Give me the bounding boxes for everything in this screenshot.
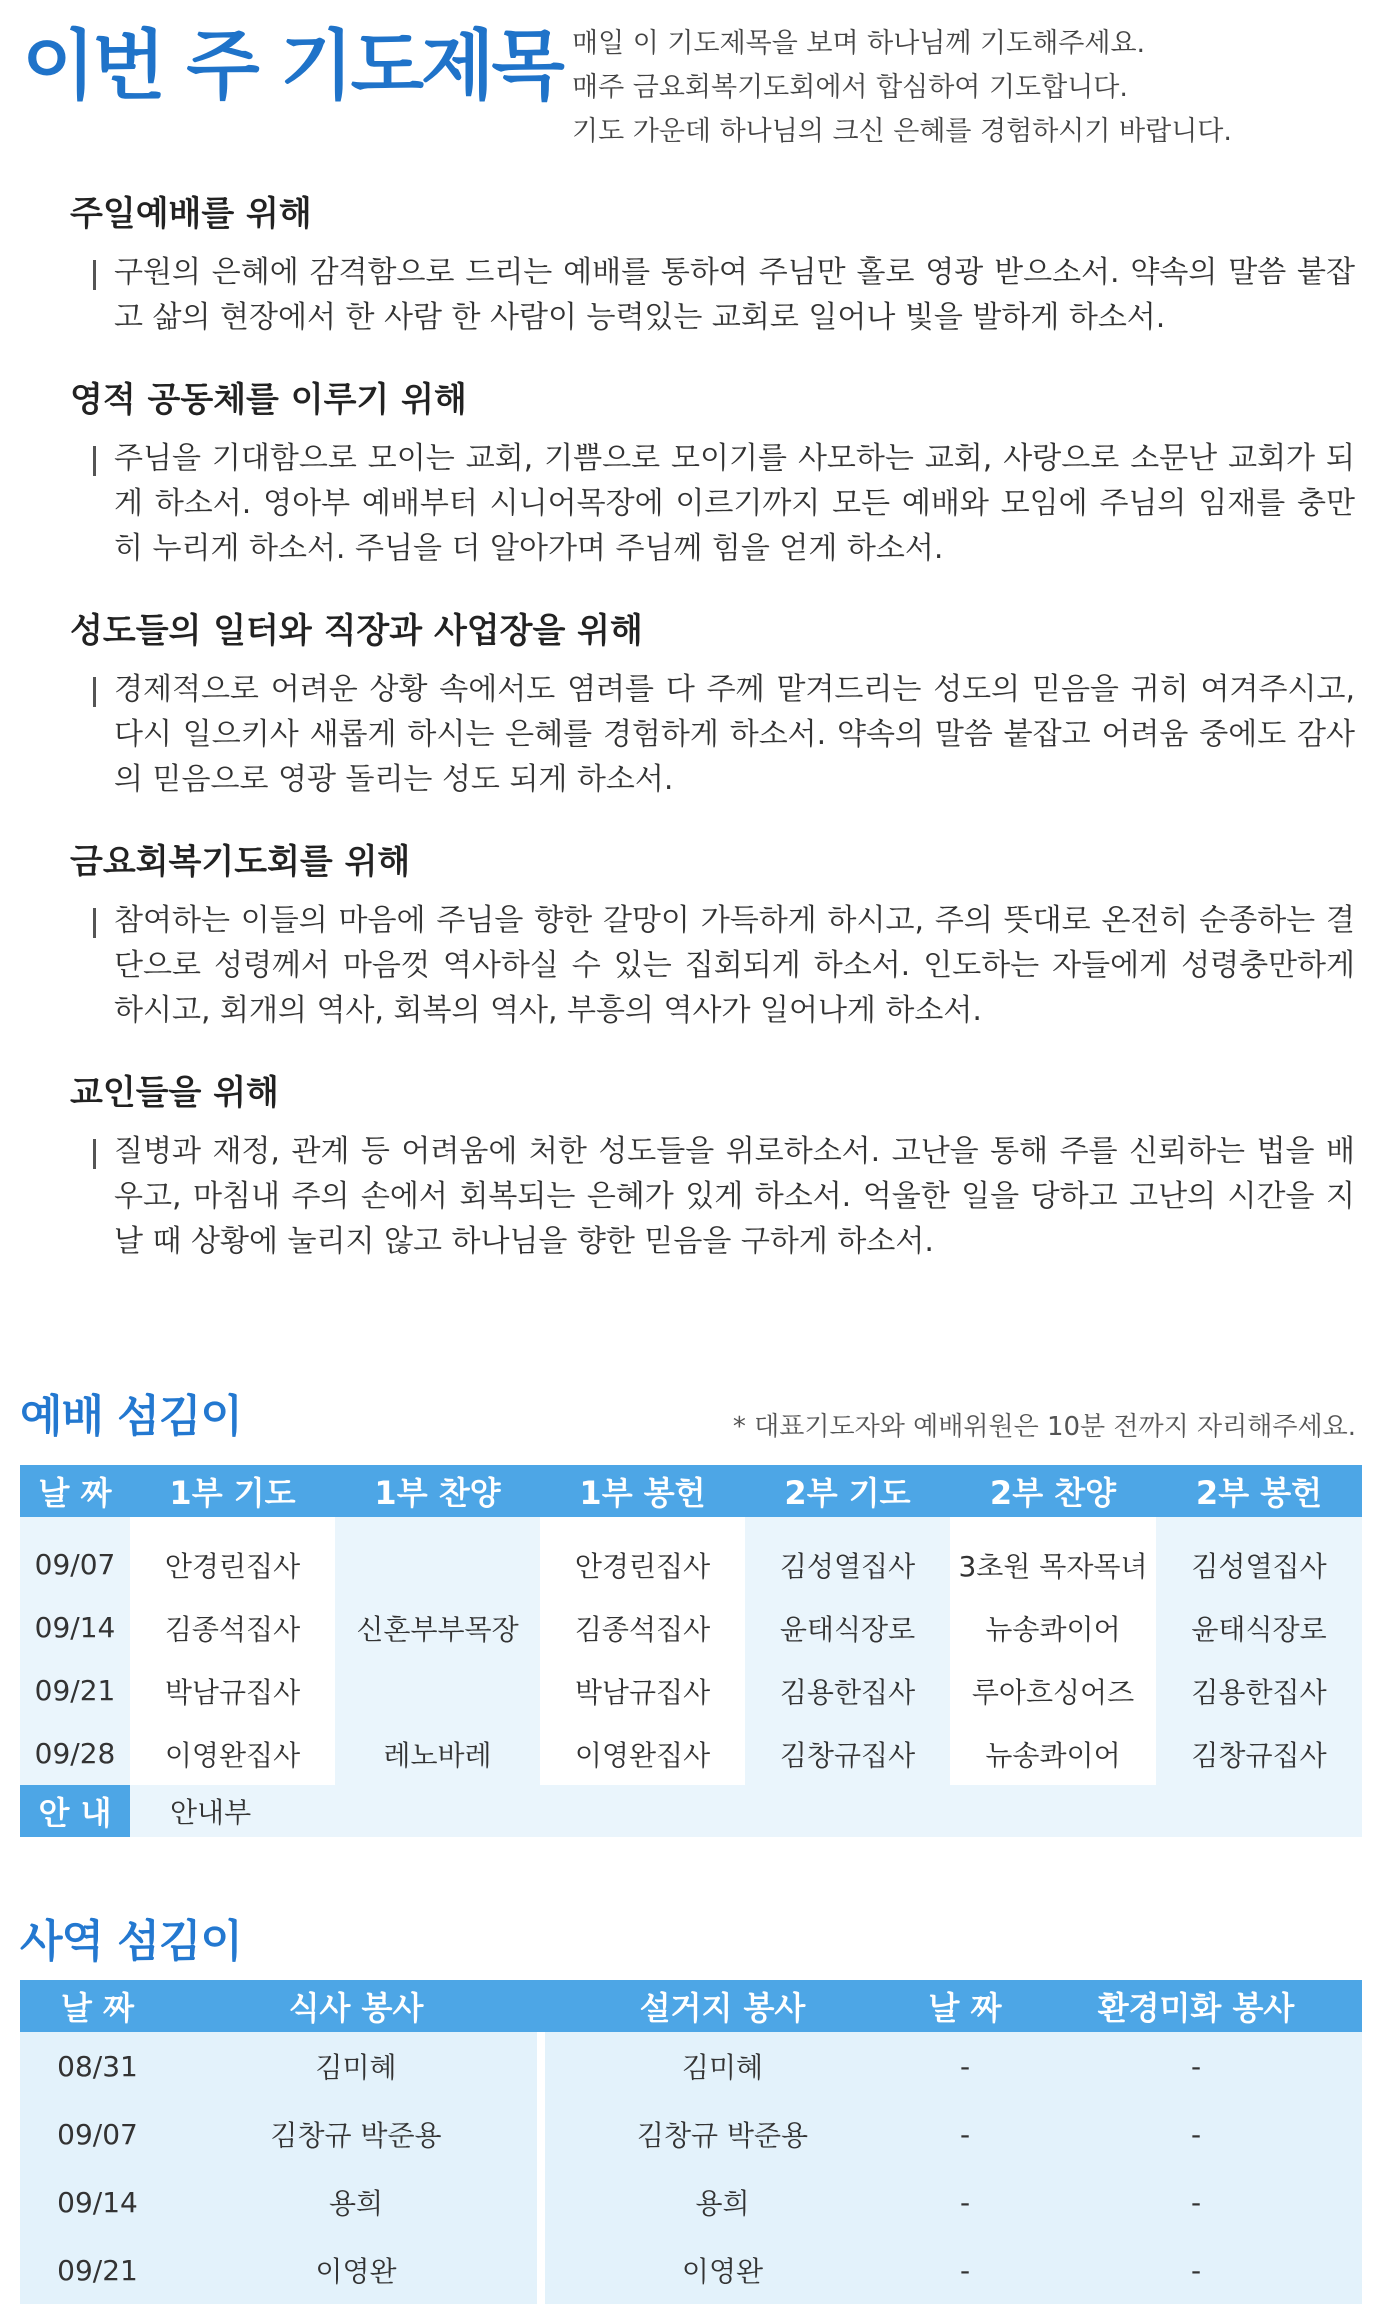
column-header: 2부 기도 [745,1465,950,1517]
table-header-row [20,1465,1362,1517]
column-header: 1부 찬양 [335,1465,540,1517]
prayer-item [70,607,1355,802]
column-divider [537,2100,545,2168]
table-cell: - [1030,2100,1362,2168]
table-cell: 이영완 [175,2236,537,2304]
table-cell: 3초원 목자목녀 [958,1549,1148,1583]
table-cell: 김종석집사 [574,1612,711,1646]
date-cell: 08/31 [20,2032,175,2100]
table-cell: - [1030,2168,1362,2236]
table-cell: 김창규 박준용 [175,2100,537,2168]
column-divider [537,1980,545,2032]
column-header: 1부 봉헌 [540,1465,745,1517]
table-cell: 윤태식장로 [745,1596,950,1659]
intro-line: 매주 금요회복기도회에서 합심하여 기도합니다. [572,72,1128,103]
column-divider [537,2168,545,2236]
worship-section-title: 예배 섬김이 [20,1391,242,1442]
date-cell: 09/07 [20,2100,175,2168]
usher-label: 안 내 [20,1785,130,1837]
prayer-title: 금요회복기도회를 위해 [70,842,411,882]
table-cell: 윤태식장로 [1156,1596,1362,1659]
table-cell: 김용한집사 [1156,1659,1362,1722]
header [22,18,1362,147]
table-cell: 김미혜 [175,2032,537,2100]
table-cell: 김성열집사 [745,1533,950,1596]
table-cell [335,1659,540,1722]
table-cell: - [1030,2032,1362,2100]
prayer-list [70,190,1355,1300]
spacer-row [20,1517,1362,1533]
table-cell: 신혼부부목장 [335,1596,540,1659]
page-title: 이번 주 기도제목 [22,21,562,110]
table-row [20,1722,1362,1785]
prayer-title: 교인들을 위해 [70,1073,279,1113]
prayer-item [70,376,1355,571]
prayer-title: 주일예배를 위해 [70,194,312,234]
table-cell: 이영완 [545,2236,900,2304]
worship-table [20,1465,1362,1837]
table-cell: 이영완집사 [164,1738,301,1772]
column-header: 식사 봉사 [175,1980,537,2032]
table-cell: 이영완집사 [574,1738,711,1772]
column-header: 날 짜 [20,1465,130,1517]
column-divider [537,2236,545,2304]
table-row [20,1659,1362,1722]
table-cell: 김미혜 [545,2032,900,2100]
table-cell: - [900,2168,1030,2236]
table-row [20,1596,1362,1659]
prayer-item [70,1069,1355,1264]
table-cell: 뉴송콰이어 [985,1738,1121,1772]
intro-line: 매일 이 기도제목을 보며 하나님께 기도해주세요. [572,28,1146,59]
table-cell: 박남규집사 [574,1675,711,1709]
table-cell: 안경린집사 [574,1549,711,1583]
prayer-item [70,838,1355,1033]
table-cell: 안경린집사 [164,1549,301,1583]
table-cell: 루아흐싱어즈 [971,1675,1135,1709]
prayer-item [70,190,1355,340]
date-cell: 09/14 [20,1596,130,1659]
table-cell: 김용한집사 [745,1659,950,1722]
table-cell: 용희 [175,2168,537,2236]
table-row [20,2236,1362,2304]
table-cell: 김성열집사 [1156,1533,1362,1596]
table-cell: 김창규집사 [745,1722,950,1785]
date-cell: 09/21 [20,1659,130,1722]
prayer-body: 질병과 재정, 관계 등 어려움에 처한 성도들을 위로하소서. 고난을 통해 주를 신뢰하는 법을 배우고, 마침내 주의 손에서 회복되는 은혜가 있게 하소서. 억울한 일을 당하고 고난의 시간을 지날 때 상황에 눌리지 않고 하나님을 향한 믿음을 구하게 하소서. [70,1129,1355,1264]
ministry-section-title: 사역 섬김이 [20,1916,242,1967]
column-header: 1부 기도 [130,1465,335,1517]
prayer-body: 주님을 기대함으로 모이는 교회, 기쁨으로 모이기를 사모하는 교회, 사랑으로 소문난 교회가 되게 하소서. 영아부 예배부터 시니어목장에 이르기까지 모든 예배와 모임에 주님의 임재를 충만히 누리게 하소서. 주님을 더 알아가며 주님께 힘을 얻게 하소서. [70,436,1355,571]
column-header: 2부 봉헌 [1156,1465,1362,1517]
worship-note: * 대표기도자와 예배위원은 10분 전까지 자리해주세요. [732,1412,1356,1442]
table-cell: 박남규집사 [164,1675,301,1709]
usher-row [20,1785,1362,1837]
intro-line: 기도 가운데 하나님의 크신 은혜를 경험하시기 바랍니다. [572,116,1232,147]
table-cell: - [1030,2236,1362,2304]
date-cell: 09/07 [20,1533,130,1596]
table-row [20,2032,1362,2100]
prayer-title: 영적 공동체를 이루기 위해 [70,380,467,420]
column-header: 환경미화 봉사 [1030,1980,1362,2032]
table-cell: 김창규 박준용 [545,2100,900,2168]
table-cell: - [900,2032,1030,2100]
prayer-title: 성도들의 일터와 직장과 사업장을 위해 [70,611,643,651]
table-cell: 김종석집사 [164,1612,301,1646]
table-row [20,2168,1362,2236]
table-cell: 김창규집사 [1156,1722,1362,1785]
prayer-body: 구원의 은혜에 감격함으로 드리는 예배를 통하여 주님만 홀로 영광 받으소서. 약속의 말씀 붙잡고 삶의 현장에서 한 사람 한 사람이 능력있는 교회로 일어나 빛을 발하게 하소서. [70,250,1355,340]
date-cell: 09/28 [20,1722,130,1785]
table-cell: - [900,2236,1030,2304]
date-cell: 09/21 [20,2236,175,2304]
usher-value: 안내부 [130,1785,1362,1837]
table-cell: 뉴송콰이어 [985,1612,1121,1646]
column-header: 설거지 봉사 [545,1980,900,2032]
table-cell: - [900,2100,1030,2168]
table-row [20,1533,1362,1596]
date-cell: 09/14 [20,2168,175,2236]
table-cell: 레노바레 [335,1722,540,1785]
prayer-body: 참여하는 이들의 마음에 주님을 향한 갈망이 가득하게 하시고, 주의 뜻대로 온전히 순종하는 결단으로 성령께서 마음껏 역사하실 수 있는 집회되게 하소서. 인도하는 자들에게 성령충만하게 하시고, 회개의 역사, 회복의 역사, 부흥의 역사가 일어나게 하소서. [70,898,1355,1033]
column-header: 날 짜 [20,1980,175,2032]
table-row [20,2100,1362,2168]
column-header: 날 짜 [900,1980,1030,2032]
column-header: 2부 찬양 [950,1465,1156,1517]
column-divider [537,2032,545,2100]
table-header-row [20,1980,1362,2032]
prayer-body: 경제적으로 어려운 상황 속에서도 염려를 다 주께 맡겨드리는 성도의 믿음을 귀히 여겨주시고, 다시 일으키사 새롭게 하시는 은혜를 경험하게 하소서. 약속의 말씀 붙잡고 어려움 중에도 감사의 믿음으로 영광 돌리는 성도 되게 하소서. [70,667,1355,802]
ministry-table [20,1980,1362,2304]
table-cell: 용희 [545,2168,900,2236]
intro-text [572,22,1232,154]
table-cell [335,1533,540,1596]
